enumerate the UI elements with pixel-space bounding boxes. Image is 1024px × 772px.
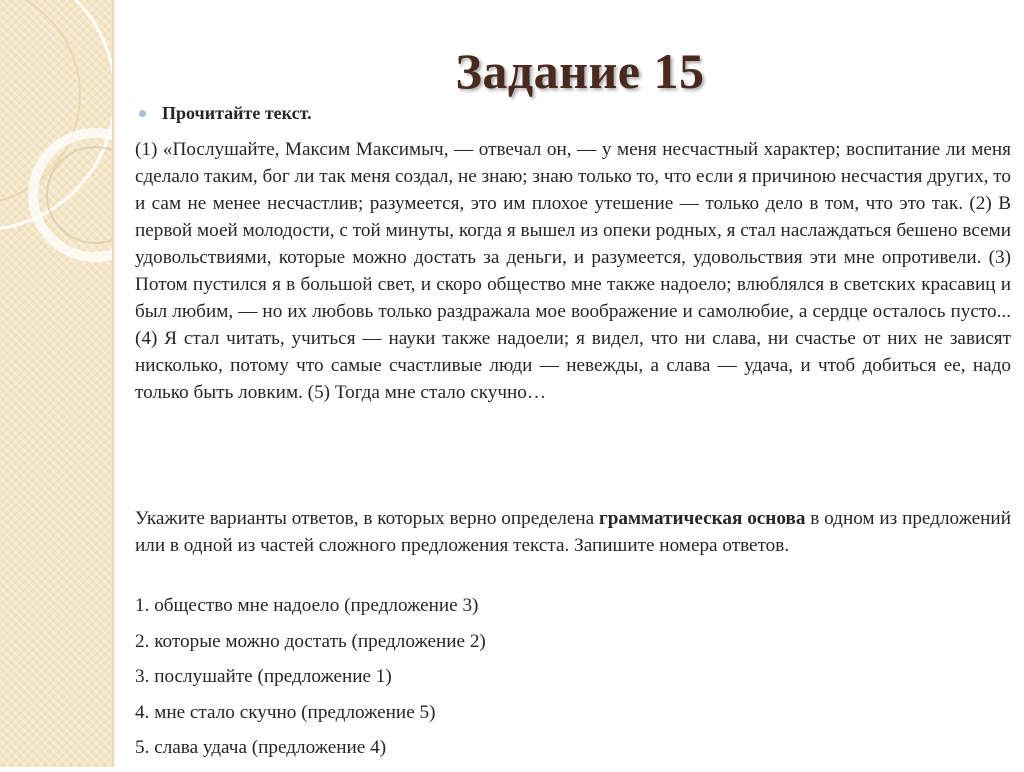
- answer-option-3: 3. послушайте (предложение 1): [135, 666, 392, 687]
- answer-option-5: 5. слава удача (предложение 4): [135, 737, 387, 758]
- question-text: [135, 505, 1011, 559]
- answer-option-4: 4. мне стало скучно (предложение 5): [135, 701, 436, 723]
- slide-title: Задание 15: [455, 43, 705, 99]
- answer-option-2: 2. которые можно достать (предложение 2): [135, 630, 486, 652]
- decorative-circles: [0, 0, 112, 767]
- question-text-bold: грамматическая основа: [598, 508, 806, 529]
- bullet-dot-icon: [139, 110, 146, 117]
- side-band-edge: [112, 0, 115, 767]
- passage-text: (1) «Послушайте, Максим Максимыч, — отвечал он, — у меня несчастный характер; воспитание ли меня сделало таким, бог ли так меня создал, не знаю; знаю только то, что если я причиною несчастия других, то и сам не менее несчастлив; разумеется, это им плохое утешение — только дело в том, что это так. (2) В первой моей молодости, с той минуты, когда я вышел из опеки родных, я стал наслаждаться бешено всеми удовольствиями, которые можно достать за деньги, и разумеется, удовольствия эти мне опротивели. (3) Потом пустился я в большой свет, и скоро общество мне также надоело; влюблялся в светских красавиц и был любим, — но их любовь только раздражала мое воображение и самолюбие, а сердце осталось пусто... (4) Я стал читать, учиться — науки также надоели; я видел, что ни слава, ни счастье от них не зависят нисколько, потому что самые счастливые люди — невежды, а слава — удача, и чтоб добиться ее, надо только быть ловким. (5) Тогда мне стало скучно…: [135, 139, 1011, 403]
- question-text-start: Укажите варианты ответов, в которых верно определена: [135, 508, 599, 529]
- answer-option-1: 1. общество мне надоело (предложение 3): [135, 595, 479, 616]
- decorative-side-band: [0, 0, 112, 767]
- instruction-line: [139, 103, 312, 124]
- answer-options: [135, 594, 486, 772]
- question-text-end: в одном из предложений или в одной из частей сложного предложения текста. Запишите номера ответов.: [135, 508, 1011, 556]
- instruction-text: Прочитайте текст.: [162, 103, 312, 123]
